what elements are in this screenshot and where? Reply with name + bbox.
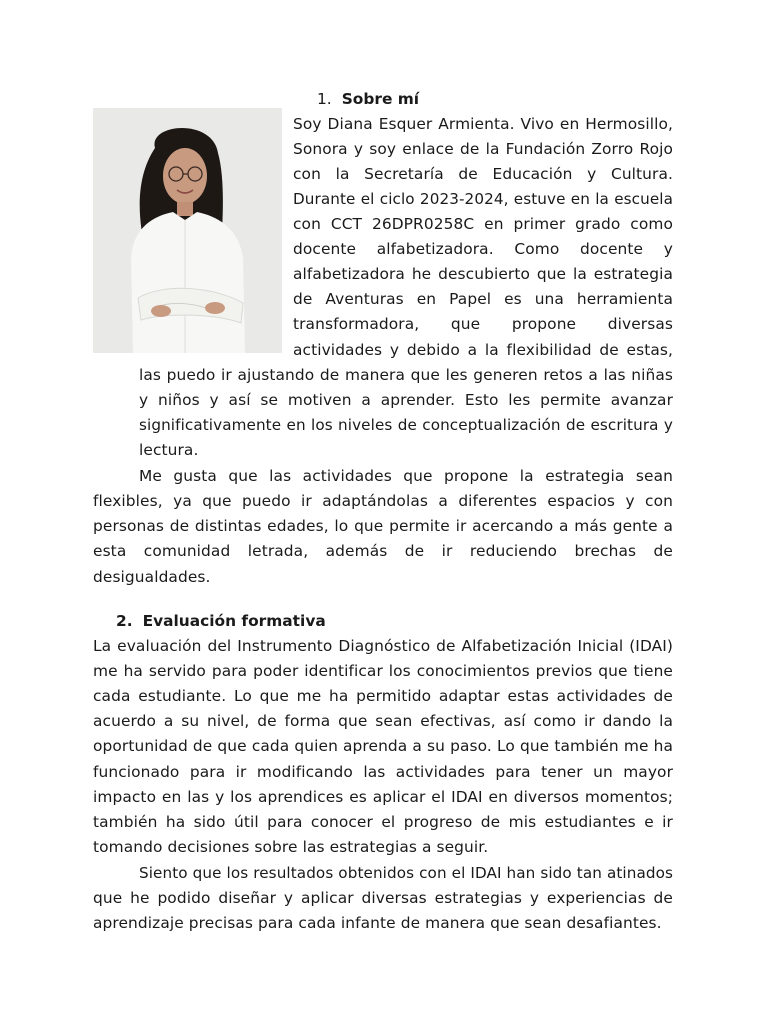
text-line: personas de distintas edades, lo que permite ir acercando a más gente a	[93, 517, 673, 535]
text-line: desigualdades.	[93, 568, 211, 586]
text-line: esta comunidad letrada, además de ir reduciendo brechas de	[93, 542, 673, 560]
section-2-heading	[116, 610, 326, 632]
text-line: Sonora y soy enlace de la Fundación Zorro Rojo	[293, 140, 673, 158]
text-line: transformadora, que propone diversas	[293, 315, 673, 333]
portrait-illustration	[93, 108, 282, 353]
text-line: La evaluación del Instrumento Diagnóstico de Alfabetización Inicial (IDAI)	[93, 637, 673, 655]
text-line: Durante el ciclo 2023-2024, estuve en la escuela	[293, 190, 673, 208]
author-photo	[93, 108, 282, 353]
text-line: tomando decisiones sobre las estrategias a seguir.	[93, 838, 489, 856]
text-line: Soy Diana Esquer Armienta. Vivo en Hermosillo,	[293, 115, 673, 133]
text-line: actividades y debido a la flexibilidad de estas,	[293, 341, 673, 359]
text-line: cada estudiante. Lo que me ha permitido adaptar estas actividades de	[93, 687, 673, 705]
section-1-title: Sobre mí	[341, 90, 420, 108]
text-line: las puedo ir ajustando de manera que les generen retos a las niñas	[139, 366, 673, 384]
text-line: y niños y así se motiven a aprender. Esto les permite avanzar	[139, 391, 673, 409]
section-1-heading	[317, 88, 419, 110]
text-line: aprendizaje precisas para cada infante de manera que sean desafiantes.	[93, 914, 662, 932]
text-line: de Aventuras en Papel es una herramienta	[293, 290, 673, 308]
text-line: Siento que los resultados obtenidos con el IDAI han sido tan atinados	[139, 864, 673, 882]
section-2-title: Evaluación formativa	[142, 612, 326, 630]
text-line: con la Secretaría de Educación y Cultura.	[293, 165, 673, 183]
text-line: docente alfabetizadora. Como docente y	[293, 240, 673, 258]
text-line: alfabetizadora he descubierto que la estrategia	[293, 265, 673, 283]
text-line: lectura.	[139, 441, 199, 459]
text-line: impacto en las y los aprendices es aplicar el IDAI en diversos momentos;	[93, 788, 673, 806]
section-1-number: 1.	[317, 90, 332, 108]
text-line: con CCT 26DPR0258C en primer grado como	[293, 215, 673, 233]
text-line: también ha sido útil para conocer el progreso de mis estudiantes e ir	[93, 813, 673, 831]
text-line: Me gusta que las actividades que propone la estrategia sean	[139, 467, 673, 485]
text-line: funcionado para ir modificando las actividades para tener un mayor	[93, 763, 673, 781]
text-line: oportunidad de que cada quien aprenda a su paso. Lo que también me ha	[93, 737, 673, 755]
text-line: significativamente en los niveles de conceptualización de escritura y	[139, 416, 673, 434]
text-line: acuerdo a su nivel, de forma que sean efectivas, así como ir dando la	[93, 712, 673, 730]
section-2-number: 2.	[116, 612, 133, 630]
text-line: que he podido diseñar y aplicar diversas estrategias y experiencias de	[93, 889, 673, 907]
text-line: flexibles, ya que puedo ir adaptándolas a diferentes espacios y con	[93, 492, 673, 510]
text-line: me ha servido para poder identificar los conocimientos previos que tiene	[93, 662, 673, 680]
